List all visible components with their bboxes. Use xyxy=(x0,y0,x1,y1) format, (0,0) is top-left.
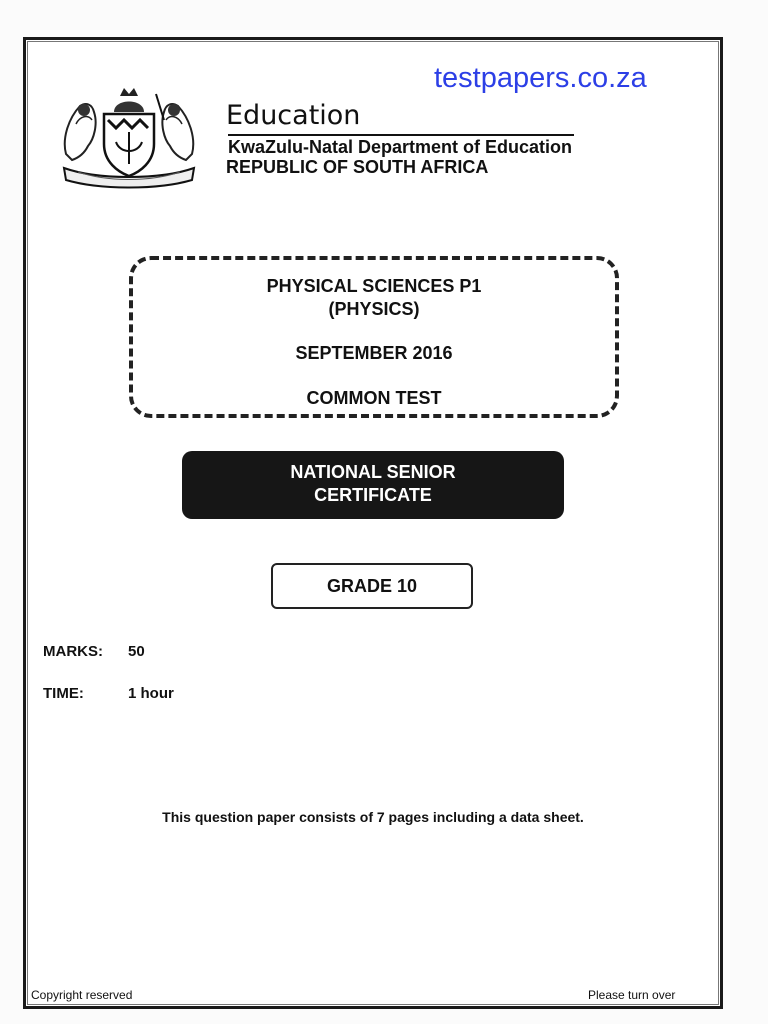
time-label: TIME: xyxy=(43,685,84,702)
certificate-line-2: CERTIFICATE xyxy=(314,485,432,505)
certificate-line-1: NATIONAL SENIOR xyxy=(290,462,456,482)
time-value: 1 hour xyxy=(128,685,174,702)
website-link[interactable]: testpapers.co.za xyxy=(434,62,647,94)
certificate-banner xyxy=(182,451,564,519)
subject-title: PHYSICAL SCIENCES P1 xyxy=(266,276,482,296)
copyright-text: Copyright reserved xyxy=(31,988,133,1002)
test-type: COMMON TEST xyxy=(306,388,442,408)
marks-value: 50 xyxy=(128,643,145,660)
marks-label: MARKS: xyxy=(43,643,103,660)
subject-subtitle: (PHYSICS) xyxy=(328,299,420,319)
education-heading: Education xyxy=(226,100,361,131)
coat-of-arms-icon xyxy=(58,84,200,192)
department-name: KwaZulu-Natal Department of Education xyxy=(228,134,574,158)
page-count-note: This question paper consists of 7 pages including a data sheet. xyxy=(162,809,584,825)
grade-box: GRADE 10 xyxy=(271,563,473,609)
exam-date: SEPTEMBER 2016 xyxy=(295,343,453,363)
republic-name: REPUBLIC OF SOUTH AFRICA xyxy=(226,157,489,177)
turn-over-text: Please turn over xyxy=(588,988,676,1002)
